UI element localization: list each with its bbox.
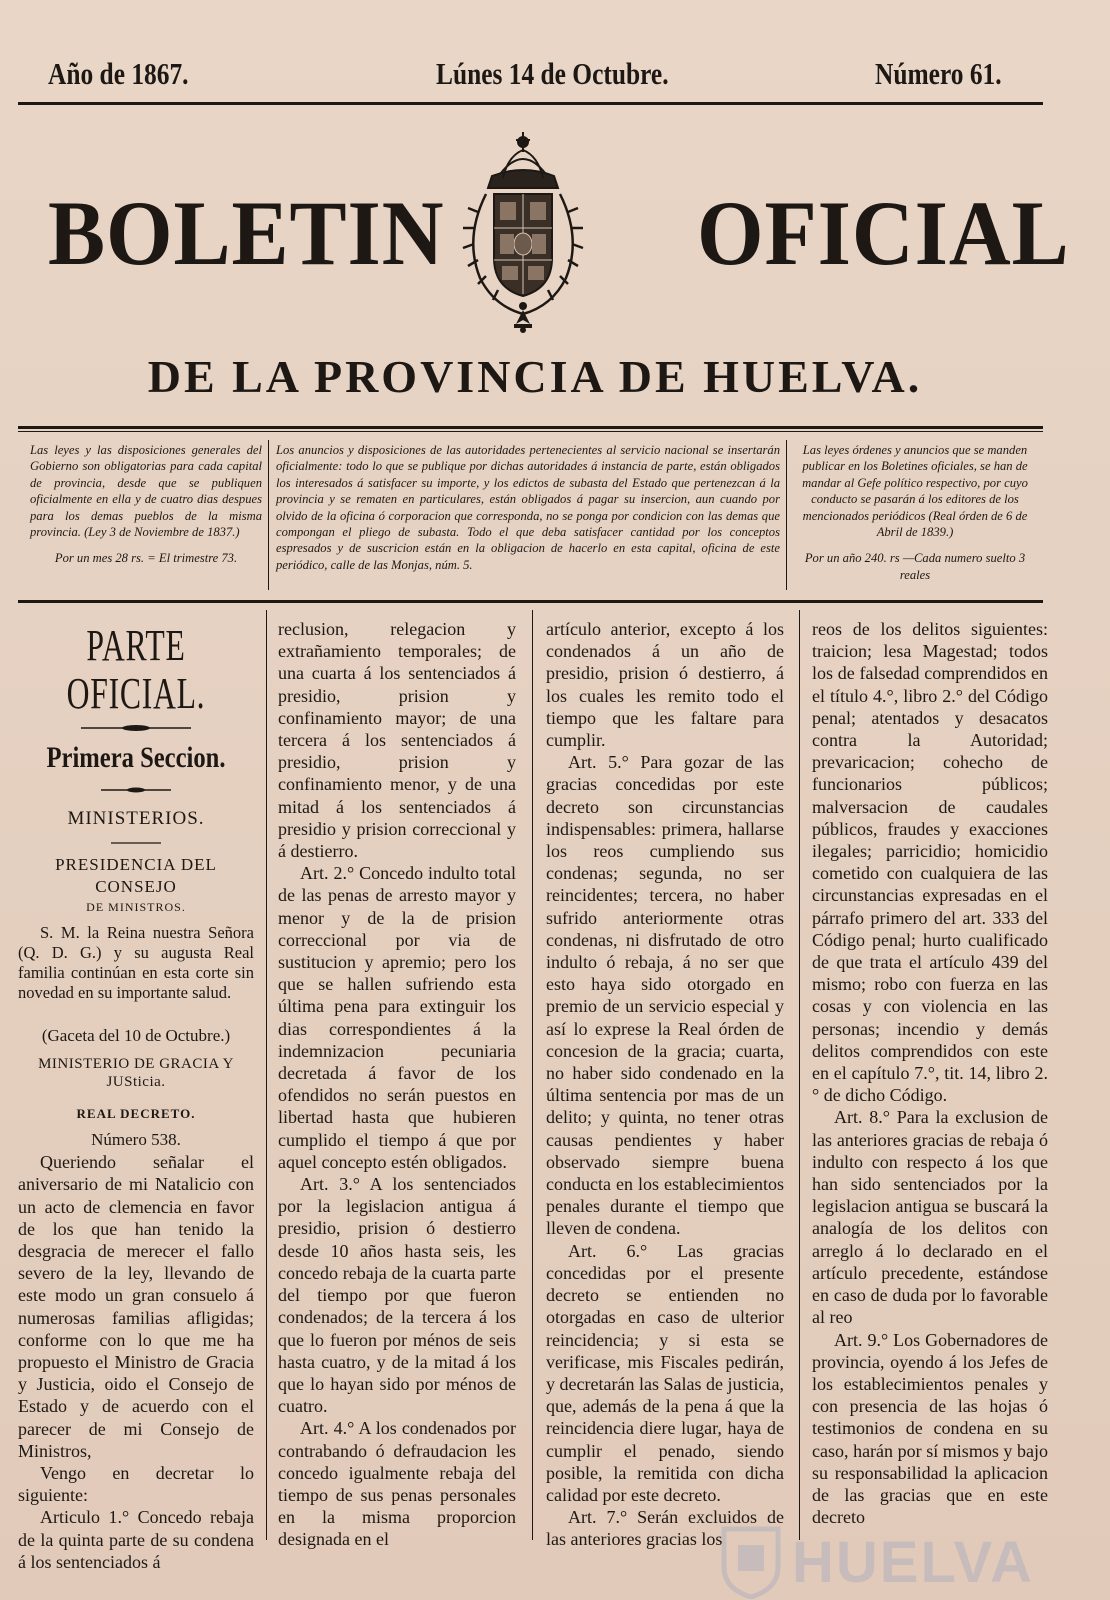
ornament-divider-icon <box>81 724 191 732</box>
notice-left-text: Las leyes y las disposiciones generales del Gobierno son obligatorias para cada capital de provincia, desde que se publiquen oficialmente en ella y de cuatro dias despues para los demas pueblos de la misma provincia. (Ley 3 de Noviembre de 1837.) <box>30 443 262 540</box>
paragraph-articulo-1: Articulo 1.° Concedo rebaja de la quinta parte de su condena á los sentenciados á <box>18 1507 254 1572</box>
paragraph-articulo-2: Art. 2.° Concedo indulto total de las penas de arresto mayor y menor y de la de prision correccional por via de sustitucion y apremio; pero los que se hallen sufriendo esta última pena para extinguir los dias correspondientes á la indemnizacion pecuniaria decretada á favor de los ofendidos no serán puestos en libertad hasta que hubieren cumplido el tiempo á que por aquel concepto estén obligados. <box>278 863 516 1172</box>
paragraph-articulo-8: Art. 8.° Para la exclusion de las anteriores gracias de rebaja ó indulto con respecto á los que han sido sentenciados por la legislacion antigua se buscará la analogía de los delitos con arreglo á lo declarado en el artículo precedente, estándose en caso de duda por lo favorable al reo <box>812 1107 1048 1328</box>
paragraph-queriendo: Queriendo señalar el aniversario de mi Natalicio con un acto de clemencia en favor de los que han tenido la desgracia de merecer el fallo severo de la ley, llevando de este modo un gran consuelo á numerosas familias afligidas; conforme con lo que me ha propuesto el Ministro de Gracia y Justicia, oido el Consejo de Estado y de acuerdo con el parecer de mi Consejo de Ministros, <box>18 1152 254 1461</box>
paragraph-articulo-9: Art. 9.° Los Gobernadores de provincia, oyendo á los Jefes de los establecimientos penales y con presencia de las hojas ó testimonios de condena en su caso, harán por sí mismos y bajo su responsabilidad la aplicacion de las gracias que en este decreto <box>812 1329 1048 1528</box>
paragraph-vengo: Vengo en decretar lo siguiente: <box>18 1463 254 1506</box>
watermark-emblem-icon <box>716 1519 786 1599</box>
ornament-divider-icon <box>101 786 171 794</box>
issue-number: Número 61. <box>875 56 1002 91</box>
decree-number: Número 538. <box>91 1130 181 1150</box>
heading-ministerios: MINISTERIOS. <box>67 808 205 829</box>
masthead-rule-thin <box>18 431 1043 432</box>
column-divider-1 <box>266 610 267 1540</box>
column-1 <box>18 622 254 1573</box>
section-heading-primera-seccion: Primera Seccion. <box>46 741 226 774</box>
column-4 <box>812 618 1048 1528</box>
paragraph-reina: S. M. la Reina nuestra Señora (Q. D. G.) y su augusta Real familia continúan en esta corte sin novedad en su importante salud. <box>18 922 254 1002</box>
notice-left <box>30 442 262 567</box>
heading-ministerio-gracia: MINISTERIO DE GRACIA Y JUSticia. <box>38 1055 234 1090</box>
notice-center: Los anuncios y disposiciones de las autoridades pertenecientes al servicio nacional se insertarán oficialmente: todo lo que se publique por dichas autoridades á instancia de parte, están obligados los interesados á satisfacer su importe, y los edictos de subasta del Estado que pertenezcan á la provincia y se rematen en particulares, están obligados á pagar su insercion, aun cuando por olvido de la oficina ó corporacion que corresponda, no se ponga por condicion con las demas que compongan el pliego de subasta. Todo el que deba satisfacer cantidad por los conceptos espresados y de suscricion están en la obligacion de hacerlo en esta capital, oficina de este periódico, calle de las Monjas, núm. 5. <box>276 443 780 572</box>
paragraph-articulo-5: Art. 5.° Para gozar de las gracias concedidas por este decreto son circunstancias indispensables: primera, hallarse los reos cumpliendo sus condenas; segunda, no ser reincidentes; tercera, no haber sufrido anteriormente otras condenas, ni disfrutado de otro indulto ó rebaja, á no ser que esto haya sido otorgado en premio de un servicio especial y así lo exprese la Real órden de concesion de la gracia; cuarta, no haber sido condenado en la última sentencia por mas de un delito; y quinta, no tener otras causas pendientes y haber observado siempre buena conducta en los establecimientos penales durante el tiempo que lleven de condena. <box>546 752 784 1239</box>
column-divider-2 <box>532 610 533 1540</box>
section-heading-parte-oficial: PARTE OFICIAL. <box>66 621 206 718</box>
notice-left-price: Por un mes 28 rs. = El trimestre 73. <box>54 551 238 566</box>
column-divider-3 <box>799 610 800 1540</box>
notice-right-price: Por un año 240. rs —Cada numero suelto 3 reales <box>804 551 1026 582</box>
royal-coat-of-arms-icon <box>458 128 588 334</box>
paragraph-articulo-4: Art. 4.° A los condenados por contrabando ó defraudacion les concedo igualmente rebaja del tiempo de sus penas personales en la misma proporcion designada en el <box>278 1418 516 1550</box>
watermark-text: HUELVA <box>792 1530 1034 1595</box>
heading-presidencia-sub: DE MINISTROS. <box>86 899 186 914</box>
notice-divider-2 <box>786 440 787 590</box>
heading-presidencia: PRESIDENCIA DEL CONSEJO <box>55 855 217 897</box>
masthead-title-left: BOLETIN <box>48 182 445 284</box>
ornament-divider-icon <box>111 840 161 846</box>
paragraph-articulo-3: Art. 3.° A los sentenciados por la legislacion antigua á presidio, prision ó destierro desde 10 años hasta seis, les concedo rebaja de la cuarta parte del tiempo por que fueron condenados; de la tercera á los que lo fueron por ménos de seis hasta cuatro, y de la mitad á los que lo hayan sido por ménos de cuatro. <box>278 1174 516 1417</box>
heading-real-decreto: REAL DECRETO. <box>76 1105 196 1121</box>
body-rule-thick <box>18 600 1043 603</box>
header-rule <box>18 102 1043 105</box>
notice-right-text: Las leyes órdenes y anuncios que se manden publicar en los Boletines oficiales, se han de mandar al Gefe político respectivo, por cuyo conducto se pasarán á los editores de los mencionados periódicos (Real órden de 6 de Abril de 1839.) <box>802 443 1028 540</box>
masthead-title-right: OFICIAL <box>697 182 1070 284</box>
issue-date: Lúnes 14 de Octubre. <box>436 56 669 91</box>
masthead-subtitle: DE LA PROVINCIA DE HUELVA. <box>147 351 923 402</box>
masthead-rule-thick <box>18 426 1043 429</box>
paragraph-articulo-anterior: artículo anterior, excepto á los condenados á un año de presidio, prision ó destierro, á los cuales les remito todo el tiempo que les faltare para cumplir. <box>546 619 784 751</box>
archive-watermark <box>716 1515 1034 1600</box>
column-3 <box>546 618 784 1551</box>
issue-year: Año de 1867. <box>48 56 189 91</box>
notice-divider-1 <box>268 440 269 590</box>
notice-right <box>794 442 1036 583</box>
paragraph-articulo-7: Art. 7.° Serán excluidos de las anteriores gracias los <box>546 1507 784 1550</box>
paragraph-reclusion: reclusion, relegacion y extrañamiento temporales; de una cuarta á los sentenciados á presidio, prision y confinamiento mayor; de una tercera á los sentenciados á presidio, prision y confinamiento menor, y de una mitad á los sentenciados á presidio y prision correccional y á destierro. <box>278 619 516 862</box>
source-gaceta: (Gaceta del 10 de Octubre.) <box>41 1025 231 1045</box>
paragraph-reos: reos de los delitos siguientes: traicion; lesa Magestad; todos los de falsedad comprendidos en el título 4.°, libro 2.° del Código penal; atentados y desacatos contra la Autoridad; prevaricacion; cohecho de funcionarios públicos; malversacion de caudales públicos, fraudes y exacciones ilegales; parricidio; homicidio cometido con cualquiera de las circunstancias expresadas en el párrafo primero del art. 333 del Código penal; hurto cualificado de que trata el artículo 439 del mismo; robo con fuerza en las cosas y con violencia en las personas; incendio y demás delitos comprendidos con este en el capítulo 7.°, tit. 14, libro 2.° de dicho Código. <box>812 619 1048 1106</box>
column-2 <box>278 618 516 1551</box>
paragraph-articulo-6: Art. 6.° Las gracias concedidas por el presente decreto se entienden no otorgadas en caso de ulterior reincidencia; y si esta se verificase, mis Fiscales pedirán, y decretarán las Salas de justicia, que, además de la pena á que la reincidencia diere lugar, haya de cumplir el penado, siendo posible, la remitida con dicha calidad por este decreto. <box>546 1240 784 1505</box>
